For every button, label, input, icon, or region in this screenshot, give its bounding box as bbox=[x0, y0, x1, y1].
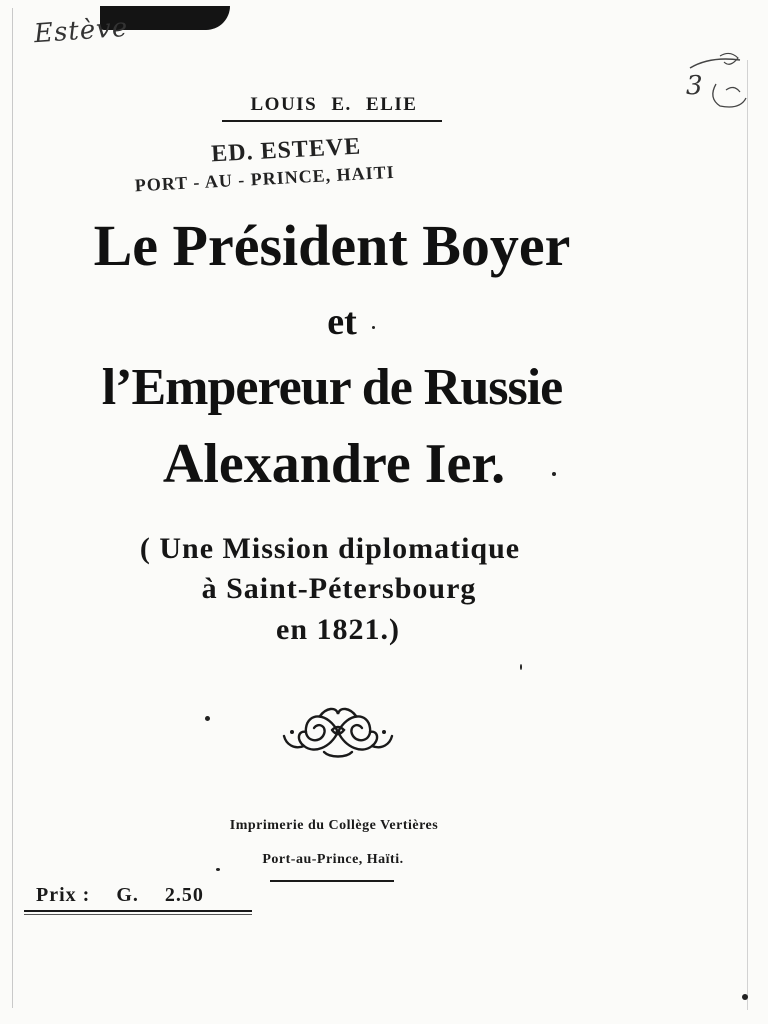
title-line-1: Le Président Boyer bbox=[93, 213, 571, 278]
handwritten-signature: Estève bbox=[33, 12, 130, 50]
printer-place: Port-au-Prince, Haïti. bbox=[262, 852, 404, 867]
price-amount: 2.50 bbox=[164, 884, 204, 906]
stamp-line-2: PORT - AU - PRINCE, HAITI bbox=[134, 161, 396, 196]
ink-speck bbox=[205, 716, 210, 721]
subtitle-line-3: en 1821.) bbox=[276, 613, 400, 646]
pencil-corner-marks bbox=[680, 48, 750, 118]
price-line bbox=[36, 884, 204, 907]
printer-rule bbox=[270, 880, 394, 882]
ink-speck bbox=[552, 472, 556, 476]
ink-speck bbox=[520, 664, 522, 670]
subtitle-line-1: ( Une Mission diplomatique bbox=[139, 532, 521, 565]
ink-speck bbox=[742, 994, 748, 1000]
printer-ornament-icon bbox=[280, 702, 396, 762]
price-underline-thin bbox=[24, 914, 252, 915]
title-line-2: et bbox=[327, 301, 357, 343]
price-currency: G. bbox=[116, 884, 139, 906]
price-underline bbox=[24, 910, 252, 912]
subtitle-line-2: à Saint-Pétersbourg bbox=[201, 572, 477, 605]
publisher-stamp bbox=[132, 121, 495, 210]
printer-name: Imprimerie du Collège Vertières bbox=[229, 818, 439, 833]
title-line-4: Alexandre Ier. bbox=[162, 433, 506, 495]
price-label: Prix : bbox=[36, 884, 91, 906]
author-name: LOUIS E. ELIE bbox=[250, 94, 418, 115]
ink-speck bbox=[216, 868, 220, 871]
title-line-3: l’Empereur de Russie bbox=[101, 359, 563, 416]
author-underline bbox=[222, 120, 442, 122]
corner-note: 3 bbox=[686, 71, 703, 101]
stamp-line-1: ED. ESTEVE bbox=[210, 133, 362, 168]
scan-edge-right bbox=[747, 60, 748, 1010]
ink-speck bbox=[372, 326, 375, 329]
